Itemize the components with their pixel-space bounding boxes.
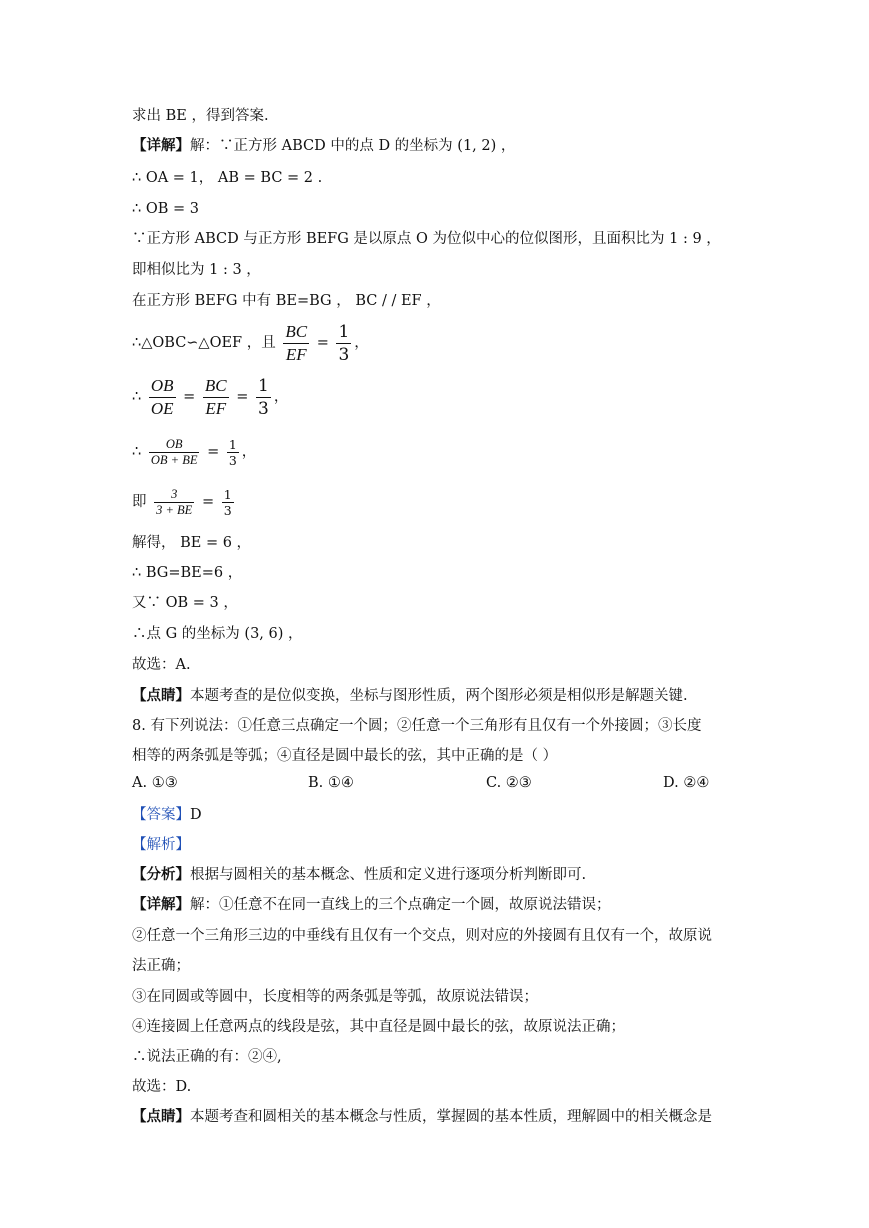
tag-comment: 【点睛】 (132, 687, 190, 704)
text-line-15: ∴点 G 的坐标为 (3, 6) ， (132, 626, 303, 642)
tag-comment-2: 【点睛】 (132, 1108, 190, 1125)
text-line-2: 【详解】解：∵正方形 ABCD 中的点 D 的坐标为 (1, 2) ， (132, 137, 516, 154)
comment-line-2: 【点睛】本题考查和圆相关的基本概念与性质，掌握圆的基本性质，理解圆中的相关概念是 (132, 1108, 712, 1125)
detail-line-2: ②任意一个三角形三边的中垂线有且仅有一个交点，则对应的外接圆有且仅有一个，故原说 (132, 928, 712, 944)
text-line-3: ∴ OA = 1， AB = BC = 2 . (132, 170, 323, 186)
tag-analysis: 【解析】 (132, 837, 190, 853)
fraction-ob-oe: $\frac{OB}{OE}$ (150, 375, 174, 418)
question-8-line-1: 8. 有下列说法：①任意三点确定一个圆；②任意一个三角形有且仅有一个外接圆；③长度 (132, 718, 702, 734)
fraction-one-third: $\frac{1}{3}$ (258, 375, 269, 419)
text-line-4: ∴ OB = 3 (132, 201, 199, 217)
tag-detail-2: 【详解】 (132, 896, 190, 913)
text-line-14: 又∵ OB = 3 ， (132, 595, 238, 611)
text-line-9: ∴ $\frac{OB}{OE}$ = $\frac{BC}{EF}$ = $\frac{1}{3}$ ， (132, 375, 289, 419)
fraction-3-over-3-plus-be: $\frac{3}{3 + BE}$ (156, 486, 193, 517)
detail-line-1: 【详解】解：①任意不在同一直线上的三个点确定一个圆，故原说法错误； (132, 896, 611, 913)
detail-line-5: ④连接圆上任意两点的线段是弦，其中直径是圆中最长的弦，故原说法正确； (132, 1019, 625, 1035)
text-line-7: 在正方形 BEFG 中有 BE=BG ， BC / / EF ， (132, 293, 441, 309)
fraction-one-third: $\frac{1}{3}$ (228, 436, 237, 468)
text-line-17: 【点睛】本题考查的是位似变换，坐标与图形性质，两个图形必须是相似形是解题关键. (132, 687, 688, 704)
detail-line-4: ③在同圆或等圆中，长度相等的两条弧是等弧，故原说法错误； (132, 989, 538, 1005)
text-line-10: ∴ $\frac{OB}{OB + BE}$ = $\frac{1}{3}$ ， (132, 436, 257, 468)
tag-answer: 【答案】 (132, 807, 190, 823)
option-a: A. ①③ (132, 775, 178, 791)
analysis-line: 【分析】根据与圆相关的基本概念、性质和定义进行逐项分析判断即可. (132, 866, 587, 883)
text-line-13: ∴ BG=BE=6 ， (132, 565, 243, 581)
text-line-16: 故选：A. (132, 657, 191, 673)
fraction-ob-ob-plus-be: $\frac{OB}{OB + BE}$ (150, 436, 198, 467)
option-c: C. ②③ (486, 775, 532, 791)
text-line-11: 即 $\frac{3}{3 + BE}$ = $\frac{1}{3}$ (132, 486, 232, 518)
detail-line-6: ∴说法正确的有：②④, (132, 1049, 282, 1065)
question-8-line-2: 相等的两条弧是等弧；④直径是圆中最长的弦，其中正确的是（ ） (132, 748, 558, 764)
fraction-bc-ef: $\frac{BC}{EF}$ (285, 321, 308, 364)
option-d: D. ②④ (663, 775, 710, 791)
option-b: B. ①④ (308, 775, 354, 791)
detail-line-7: 故选：D. (132, 1079, 192, 1095)
fraction-one-third: $\frac{1}{3}$ (223, 486, 232, 518)
detail-line-3: 法正确； (132, 958, 190, 974)
text-line-8: ∴△OBC∽△OEF ，且 $\frac{BC}{EF}$ = $\frac{1}{3}$ ， (132, 321, 369, 365)
fraction-bc-ef: $\frac{BC}{EF}$ (204, 375, 227, 418)
tag-detail: 【详解】 (132, 137, 190, 154)
tag-analyze: 【分析】 (132, 866, 190, 883)
text-line-5: ∵正方形 ABCD 与正方形 BEFG 是以原点 O 为位似中心的位似图形，且面积比为 1 : 9 ， (132, 231, 721, 247)
text-line-12: 解得， BE = 6 ， (132, 535, 252, 551)
answer-line: 【答案】D (132, 807, 202, 823)
text-line-6: 即相似比为 1 : 3 ， (132, 262, 261, 278)
text-line-1: 求出 BE ，得到答案. (132, 108, 269, 124)
fraction-one-third: $\frac{1}{3}$ (338, 321, 350, 365)
